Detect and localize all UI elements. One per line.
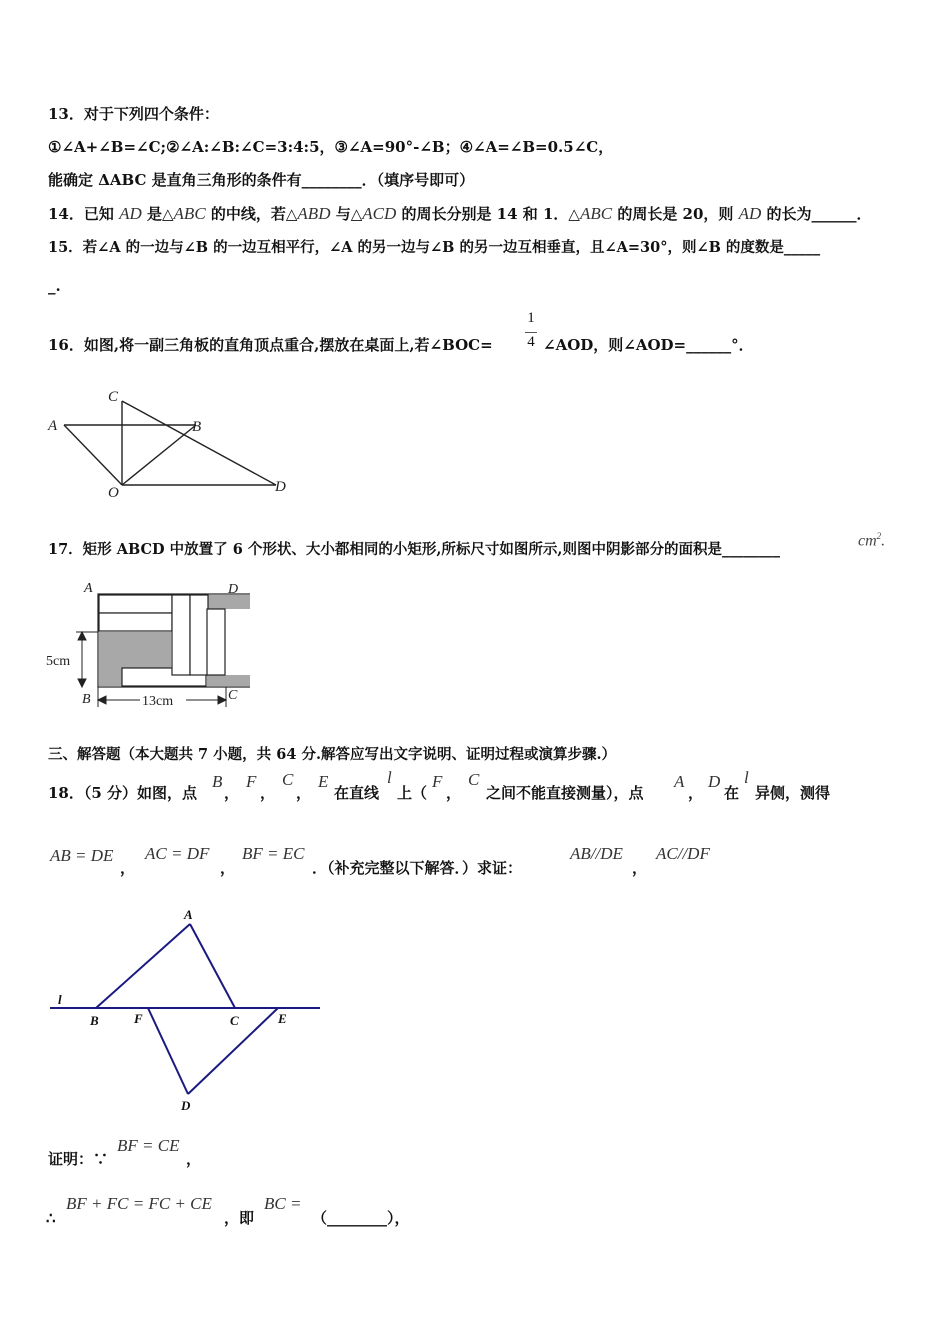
q18-pt-c: C — [282, 770, 294, 789]
q18-proof-math-3: BC = — [264, 1194, 302, 1213]
q16-label-c: C — [108, 389, 119, 405]
q17-small-rect-2 — [99, 613, 172, 631]
q16-label-o: O — [108, 485, 119, 501]
section3-title: 三、解答题（本大题共 7 小题，共 64 分.解答应写出文字说明、证明过程或演算步骤.） — [48, 746, 617, 763]
q18-fig-label-l: l — [58, 992, 62, 1007]
q17-label-c: C — [228, 688, 238, 703]
q15-line2: _. — [48, 277, 61, 295]
q17-small-rect-1 — [99, 595, 172, 613]
q17-label-height: 5cm — [46, 654, 71, 669]
q18-given-3: BF = EC — [242, 844, 305, 863]
q17-label-b: B — [82, 692, 91, 707]
q18-pt-d: D — [708, 772, 721, 791]
q17-small-rect-4 — [172, 595, 190, 675]
q16-text-a: 16．如图,将一副三角板的直角顶点重合,摆放在桌面上,若∠BOC= — [48, 336, 493, 354]
q17-width-arrowhead-left — [98, 696, 106, 704]
q18-text-on: 上（ — [397, 784, 428, 802]
q18-proof-prefix: 证明：∵ — [48, 1150, 109, 1168]
q18-comma-8: ， — [632, 859, 648, 877]
q18-fig-label-e: E — [278, 1011, 287, 1026]
q16-label-b: B — [192, 419, 202, 435]
q18-comma-6: ， — [120, 859, 136, 877]
q18-text-cannot: 之间不能直接测量），点 — [486, 784, 644, 802]
q18-seg-fd — [148, 1008, 188, 1094]
q17-shade-top-right — [207, 595, 250, 609]
q18-proof-namely: ，即 — [224, 1209, 255, 1227]
q16-line-ob — [122, 425, 196, 485]
q16-label-a: A — [48, 418, 58, 434]
q18-line-l2: l — [744, 768, 749, 787]
q18-therefore: ∴ — [46, 1209, 56, 1227]
q18-pt-b: B — [212, 772, 223, 791]
q16-label-d: D — [275, 479, 286, 495]
q18-comma-1: ， — [224, 784, 240, 802]
q14-question: 14．已知 AD 是△ABC 的中线，若△ABD 与△ACD 的周长分别是 14 和 1．△ABC 的周长是 20，则 AD 的长为______． — [48, 204, 872, 223]
q18-pt-e: E — [318, 772, 329, 791]
q17-small-rect-6 — [207, 609, 225, 675]
q18-line-l: l — [387, 768, 392, 787]
q17-figure — [40, 577, 250, 712]
q17-question: 17．矩形 ABCD 中放置了 6 个形状、大小都相同的小矩形,所标尺寸如图所示,则图中阴影部分的面积是________ — [48, 541, 780, 558]
q18-proof-comma: ， — [186, 1150, 202, 1168]
q18-comma-4: ， — [446, 784, 462, 802]
q18-seg-ac — [190, 924, 235, 1008]
q18-fig-label-a: A — [184, 907, 193, 922]
q18-given-1: AB = DE — [50, 846, 114, 865]
q18-comma-5: ， — [688, 784, 704, 802]
q18-text-line: 在直线 — [334, 784, 380, 802]
q17-small-rect-5 — [190, 595, 208, 675]
q16-frac-den: 4 — [527, 334, 535, 350]
q16-figure — [40, 385, 300, 505]
q18-proof-math-1: BF = CE — [117, 1136, 180, 1155]
q17-height-arrowhead-bottom — [78, 679, 86, 687]
q18-pt-a: A — [674, 772, 685, 791]
q18-proof-blank[interactable]: （________）， — [312, 1209, 410, 1227]
q18-pt-f2: F — [432, 772, 443, 791]
q18-comma-2: ， — [260, 784, 276, 802]
q18-seg-ab — [96, 924, 190, 1008]
q16-line-cd — [122, 401, 276, 485]
q17-label-a: A — [84, 581, 93, 596]
q18-fig-label-d: D — [181, 1098, 191, 1113]
q18-instruction: ．（补充完整以下解答．）求证： — [312, 859, 523, 877]
q18-fig-label-b: B — [90, 1013, 99, 1028]
q15-line1: 15．若∠A 的一边与∠B 的一边互相平行，∠A 的另一边与∠B 的另一边互相垂直，且∠A=30°，则∠B 的度数是_____ — [48, 239, 821, 256]
q16-text-b: ∠AOD，则∠AOD=______°． — [543, 336, 754, 354]
q17-label-width: 13cm — [142, 694, 174, 709]
q16-frac-num: 1 — [527, 310, 535, 326]
q17-unit: $cm^2$. — [858, 531, 886, 550]
q18-pt-c2: C — [468, 770, 480, 789]
q18-comma-7: ， — [220, 859, 236, 877]
q18-pt-f: F — [246, 772, 257, 791]
q18-given-2: AC = DF — [145, 844, 210, 863]
q18-proof-math-2: BF + FC = FC + CE — [66, 1194, 212, 1213]
q18-text-opposite: 异侧，测得 — [755, 784, 831, 802]
q16-frac-bar — [525, 332, 537, 333]
q18-text-at: 在 — [724, 784, 740, 802]
q16-line-ao — [64, 425, 122, 485]
q18-figure — [40, 900, 340, 1120]
q17-width-arrowhead-right — [218, 696, 226, 704]
q17-height-arrowhead-top — [78, 632, 86, 640]
q13-question: 能确定 ΔABC 是直角三角形的条件有________．（填序号即可） — [48, 171, 475, 189]
q17-shade-bottom-right — [207, 675, 250, 686]
q13-conditions: ①∠A+∠B=∠C;②∠A:∠B:∠C=3:4:5，③∠A=90°-∠B；④∠A=∠B=0.5∠C， — [48, 138, 614, 156]
q18-comma-3: ， — [296, 784, 312, 802]
q17-label-d: D — [228, 582, 239, 597]
q18-prove-2: AC//DF — [656, 844, 710, 863]
q18-intro: 18．（5 分）如图，点 — [48, 784, 198, 802]
q18-fig-label-f: F — [134, 1011, 143, 1026]
q13-line1: 13．对于下列四个条件： — [48, 105, 219, 123]
q18-prove-1: AB//DE — [570, 844, 623, 863]
q18-fig-label-c: C — [230, 1013, 239, 1028]
